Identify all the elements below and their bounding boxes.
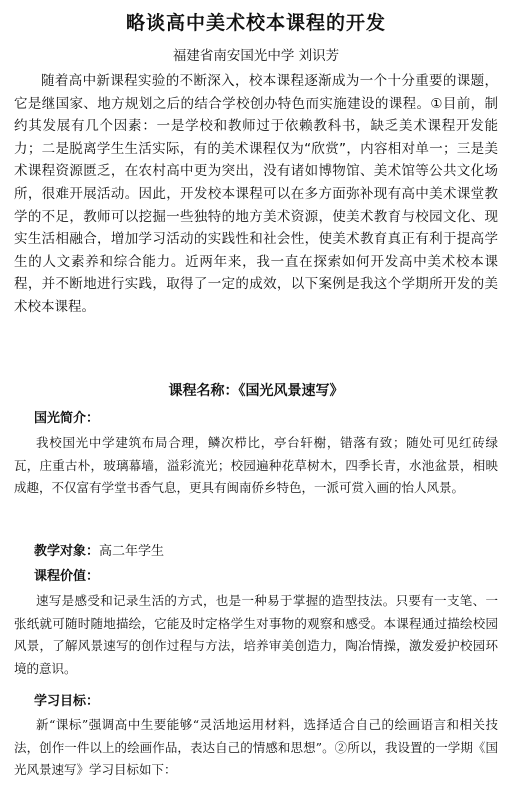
article-author: 福建省南安国光中学 刘识芳 (172, 48, 340, 64)
goals-heading: 学习目标： (34, 694, 100, 709)
school-intro-paragraph: 我校国光中学建筑布局合理，鳞次栉比，亭台轩榭，错落有致；随处可见红砖绿瓦，庄重古朴，玻璃幕墙，溢彩流光；校园遍种花草树木，四季长青，水池盆景，相映成趣，不仅富有学堂书香气息，更具有闽南侨乡特色，一派可赏入画的怡人风景。 (14, 435, 498, 495)
audience-value: 高二年学生 (99, 544, 165, 559)
intro-paragraph: 随着高中新课程实验的不断深入，校本课程逐渐成为一个十分重要的课题，它是继国家、地方规划之后的结合学校创办特色而实施建设的课程。①目前，制约其发展有几个因素：一是学校和教师过于依赖教科书，缺乏美术课程开发能力；二是脱离学生生活实际，有的美术课程仅为“欣赏”，内容相对单一；三是美术课程资源匮乏，在农村高中更为突出，没有诸如博物馆、美术馆等公共文化场所，很难开展活动。因此，开发校本课程可以在多方面弥补现有高中美术课堂教学的不足，教师可以挖掘一些独特的地方美术资源，使美术教育与校园文化、现实生活相融合，增加学习活动的实践性和社会性，使美术教育真正有利于提高学生的人文素养和综合能力。近两年来，我一直在探索如何开发高中美术校本课程，并不断地进行实践，取得了一定的成效，以下案例是我这个学期所开发的美术校本课程。 (14, 73, 498, 315)
audience-heading: 教学对象： (34, 544, 100, 559)
value-heading: 课程价值： (34, 569, 100, 584)
value-paragraph: 速写是感受和记录生活的方式，也是一种易于掌握的造型技法。只要有一支笔、一张纸就可随时随地描绘，它能及时定格学生对事物的观察和感受。本课程通过描绘校园风景，了解风景速写的创作过程与方法，培养审美创造力，陶冶情操，激发爱护校园环境的意识。 (14, 593, 498, 676)
school-intro-heading: 国光简介： (34, 411, 100, 426)
goals-paragraph: 新“课标”强调高中生要能够“灵活地运用材料，选择适合自己的绘画语言和相关技法，创作一件以上的绘画作品，表达自己的情感和思想”。②所以，我设置的一学期《国光风景速写》学习目标如下： (14, 717, 498, 777)
article-title: 略谈高中美术校本课程的开发 (125, 12, 386, 34)
course-name: 课程名称：《国光风景速写》 (168, 383, 344, 399)
audience-line (34, 540, 164, 559)
